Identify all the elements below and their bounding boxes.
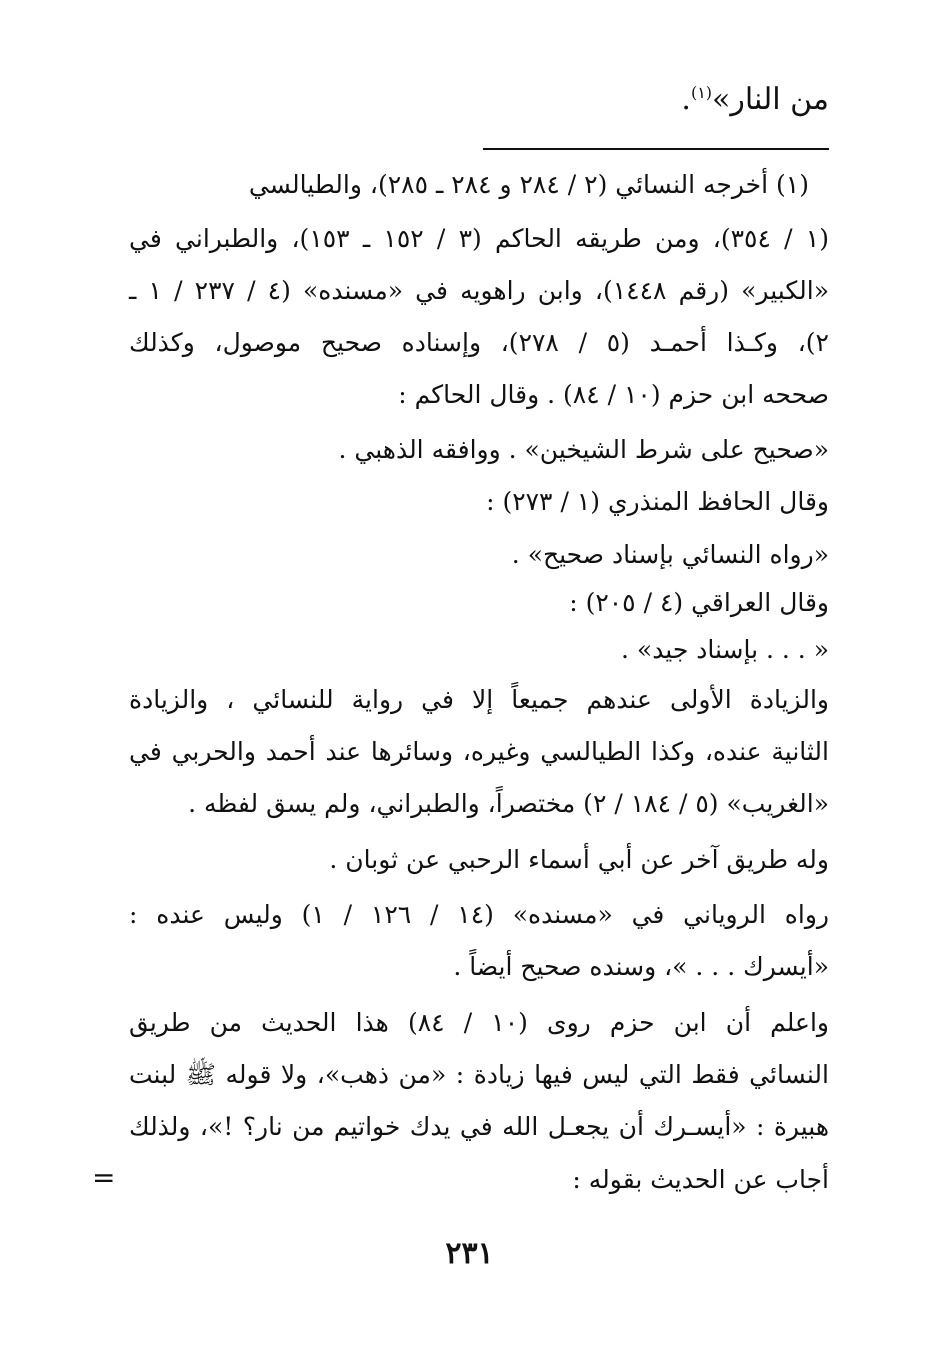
footnote-line: أجاب عن الحديث بقوله :: [572, 1165, 829, 1194]
main-text-line: [681, 70, 829, 123]
footnote-line: «أيسرك . . . »، وسنده صحيح أيضاً .: [453, 952, 829, 981]
footnote-line: الثانية عنده، وكذا الطيالسي وغيره، وسائرها عند أحمد والحربي في: [129, 737, 829, 766]
footnote-line: رواه الروياني في «مسنده» (١٤ / ١٢٦ / ١) وليس عنده :: [129, 900, 829, 929]
footnote-line: وله طريق آخر عن أبي أسماء الرحبي عن ثوبان .: [329, 845, 829, 874]
footnote-line: «رواه النسائي بإسناد صحيح» .: [511, 540, 829, 569]
page-number: ٢٣١: [445, 1236, 494, 1271]
continuation-mark: =: [92, 1161, 116, 1194]
footnote-line: واعلم أن ابن حزم روى (١٠ / ٨٤) هذا الحديث من طريق: [129, 1008, 829, 1037]
footnote-line: ٢)، وكـذا أحمـد (٥ / ٢٧٨)، وإسناده صحيح موصول، وكذلك: [129, 328, 829, 357]
footnote-line: والزيادة الأولى عندهم جميعاً إلا في رواية للنسائي ، والزيادة: [129, 685, 829, 714]
footnote-line: هبيرة : «أيسـرك أن يجعـل الله في يدك خواتيم من نار؟ !»، ولذلك: [129, 1112, 829, 1141]
footnote-separator: [483, 148, 829, 150]
footnote-line: «صحيح على شرط الشيخين» . ووافقه الذهبي .: [338, 435, 829, 464]
footnote-line: وقال الحافظ المنذري (١ / ٢٧٣) :: [486, 487, 829, 516]
main-text-end: .: [681, 82, 691, 117]
footnote-line: « . . . بإسناد جيد» .: [621, 635, 829, 664]
footnote-line: «الغريب» (٥ / ١٨٤ / ٢) مختصراً، والطبراني، ولم يسق لفظه .: [188, 789, 829, 818]
footnote-line: (١ / ٣٥٤)، ومن طريقه الحاكم (٣ / ١٥٢ ـ ١٥٣)، والطبراني في: [129, 224, 829, 253]
main-text: من النار»: [712, 82, 829, 117]
footnote-line: صححه ابن حزم (١٠ / ٨٤) . وقال الحاكم :: [398, 380, 829, 409]
footnote-line: «الكبير» (رقم ١٤٤٨)، وابن راهويه في «مسنده» (٤ / ٢٣٧ / ١ ـ: [129, 276, 829, 305]
footnote-reference: (١): [690, 83, 713, 102]
footnote-line: (١) أخرجه النسائي (٢ / ٢٨٤ و ٢٨٤ ـ ٢٨٥)، والطيالسي: [248, 170, 809, 199]
footnote-line: النسائي فقط التي ليس فيها زيادة : «من ذهب»، ولا قوله ﷺ لبنت: [129, 1060, 829, 1089]
footnote-line: وقال العراقي (٤ / ٢٠٥) :: [569, 588, 829, 617]
